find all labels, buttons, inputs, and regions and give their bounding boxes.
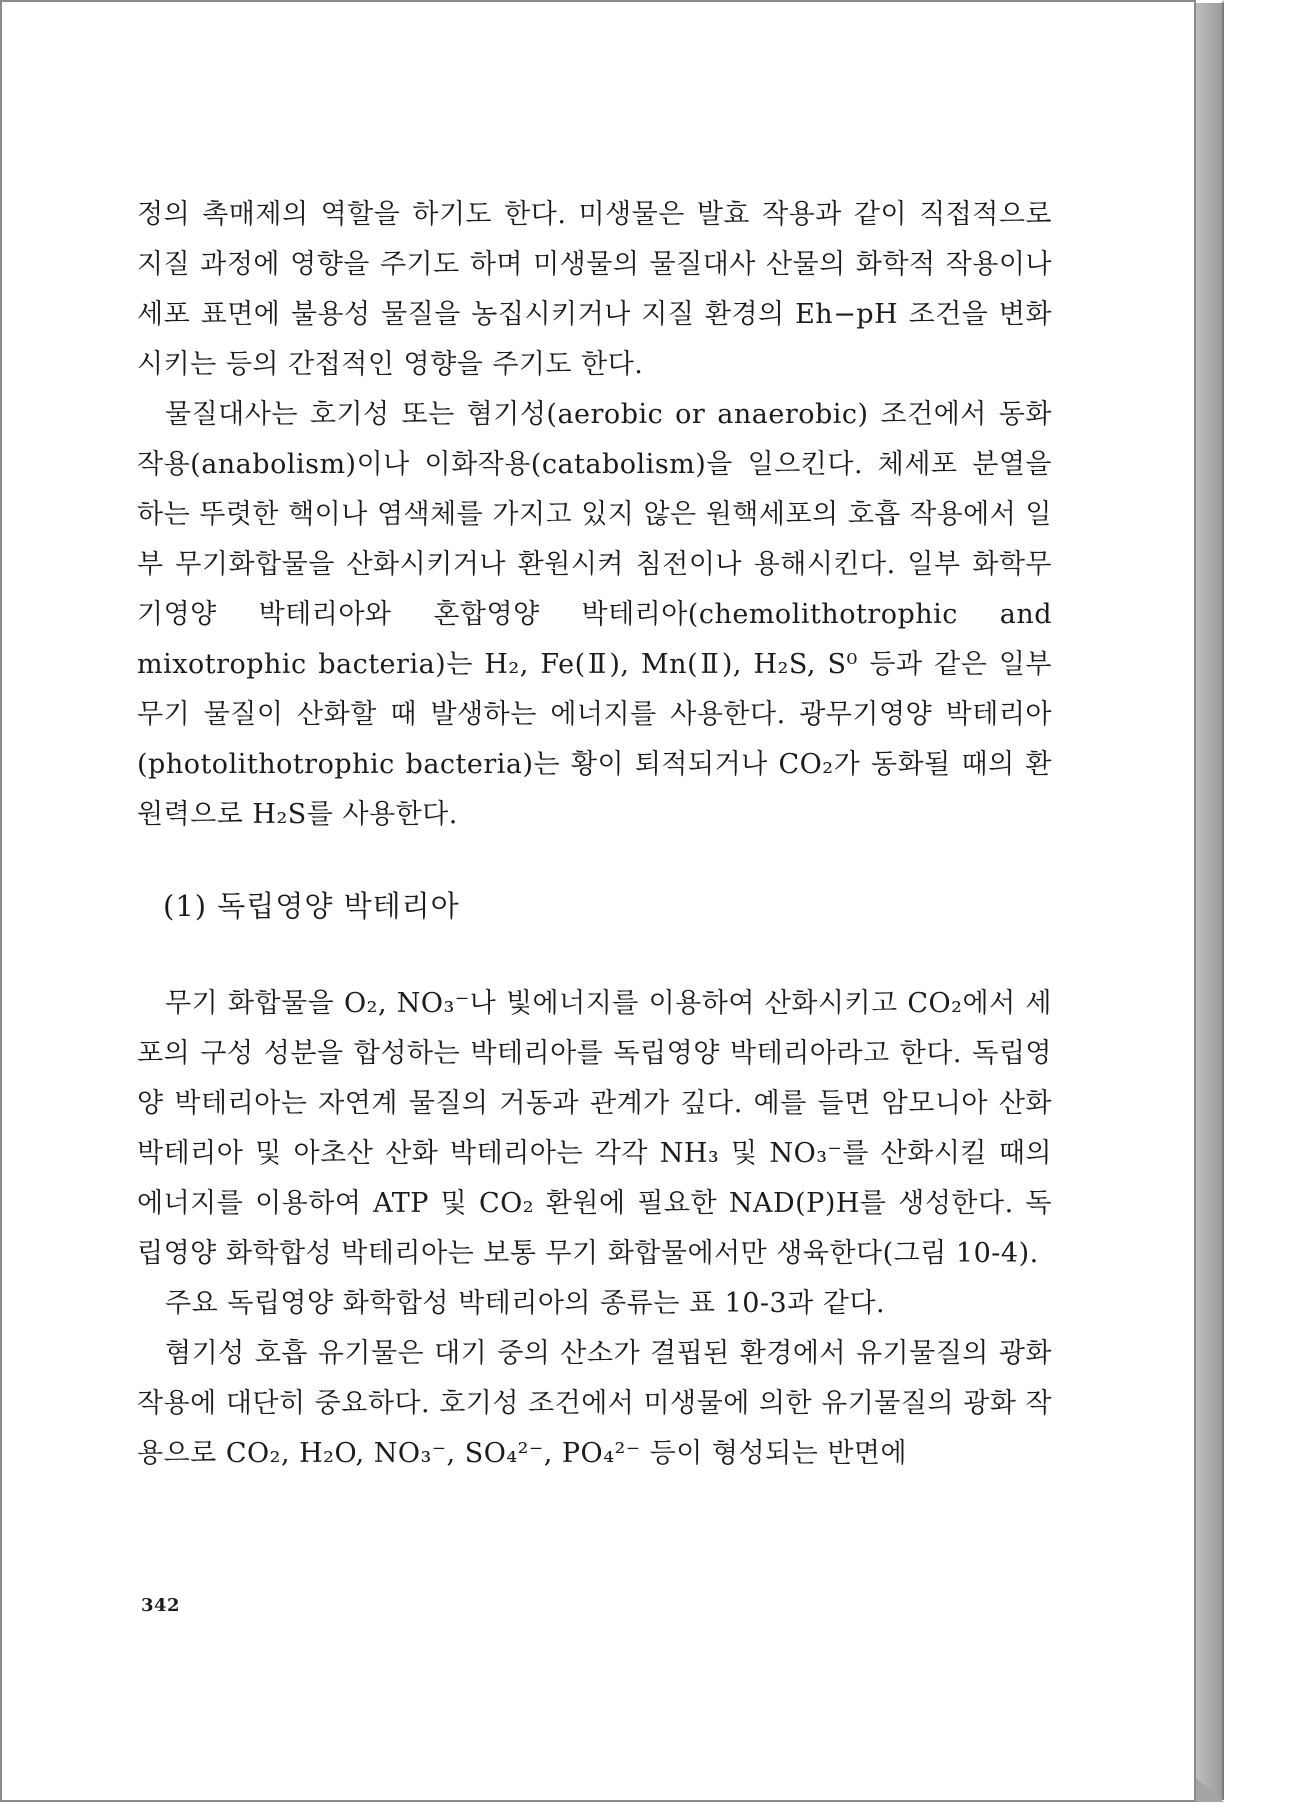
section-heading: (1) 독립영양 박테리아 [163, 889, 460, 923]
page-number: 342 [141, 1595, 181, 1616]
page-body [137, 190, 1052, 1479]
book-edge [1196, 3, 1224, 1800]
body-paragraph: 물질대사는 호기성 또는 혐기성(aerobic or anaerobic) 조건에서 동화작용(anabolism)이나 이화작용(catabolism)을 일으킨다. 체세포 분열을 하는 뚜렷한 핵이나 염색체를 가지고 있지 않은 원핵세포의 호흡 작용에서 일부 무기화합물을 산화시키거나 환원시켜 침전이나 용해시킨다. 일부 화학무기영양 박테리아와 혼합영양 박테리아(chemolithotrophic and mixotrophic bacteria)는 H₂, Fe(Ⅱ), Mn(Ⅱ), H₂S, S⁰ 등과 같은 일부 무기 물질이 산화할 때 발생하는 에너지를 사용한다. 광무기영양 박테리아(photolithotrophic bacteria)는 황이 퇴적되거나 CO₂가 동화될 때의 환원력으로 H₂S를 사용한다. [137, 399, 1052, 830]
body-paragraph: 주요 독립영양 화학합성 박테리아의 종류는 표 10-3과 같다. [165, 1288, 886, 1319]
book-edge-bottom [1196, 1778, 1224, 1802]
body-paragraph: 무기 화합물을 O₂, NO₃⁻나 빛에너지를 이용하여 산화시키고 CO₂에서 세포의 구성 성분을 합성하는 박테리아를 독립영양 박테리아라고 한다. 독립영양 박테리아는 자연계 물질의 거동과 관계가 깊다. 예를 들면 암모니아 산화 박테리아 및 아초산 산화 박테리아는 각각 NH₃ 및 NO₃⁻를 산화시킬 때의 에너지를 이용하여 ATP 및 CO₂ 환원에 필요한 NAD(P)H를 생성한다. 독립영양 화학합성 박테리아는 보통 무기 화합물에서만 생육한다(그림 10-4). [137, 988, 1052, 1269]
body-paragraph: 혐기성 호흡 유기물은 대기 중의 산소가 결핍된 환경에서 유기물질의 광화 작용에 대단히 중요하다. 호기성 조건에서 미생물에 의한 유기물질의 광화 작용으로 CO₂, H₂O, NO₃⁻, SO₄²⁻, PO₄²⁻ 등이 형성되는 반면에 [137, 1338, 1052, 1469]
body-paragraph: 정의 촉매제의 역할을 하기도 한다. 미생물은 발효 작용과 같이 직접적으로 지질 과정에 영향을 주기도 하며 미생물의 물질대사 산물의 화학적 작용이나 세포 표면에 불용성 물질을 농집시키거나 지질 환경의 Eh−pH 조건을 변화시키는 등의 간접적인 영향을 주기도 한다. [137, 199, 1052, 380]
